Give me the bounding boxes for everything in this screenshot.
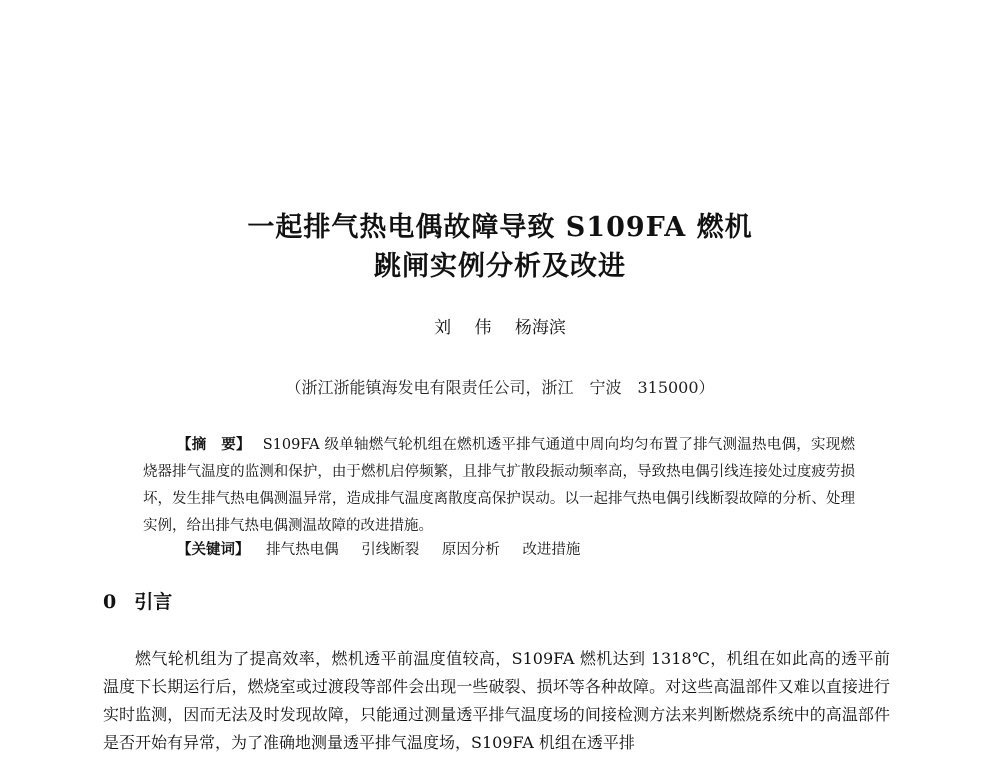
abstract-label: 【摘 要】 bbox=[177, 436, 251, 453]
author-affiliation: （浙江浙能镇海发电有限责任公司，浙江 宁波 315000） bbox=[285, 378, 715, 397]
paper-title-line-2: 跳闸实例分析及改进 bbox=[374, 251, 626, 282]
keywords-label: 【关键词】 bbox=[177, 541, 250, 558]
abstract-block bbox=[143, 431, 855, 540]
keyword-item: 改进措施 bbox=[522, 542, 581, 558]
abstract-text: S109FA 级单轴燃气轮机组在燃机透平排气通道中周向均匀布置了排气测温热电偶，实现燃烧器排气温度的监测和保护，由于燃机启停频繁，且排气扩散段振动频率高，导致热电偶引线连接处过度疲劳损坏，发生排气热电偶测温异常，造成排气温度离散度高保护误动。以一起排气热电偶引线断裂故障的分析、处理实例，给出排气热电偶测温故障的改进措施。 bbox=[143, 437, 856, 534]
section-heading bbox=[103, 589, 172, 615]
keywords-block bbox=[177, 538, 877, 562]
author-name: 刘 伟 bbox=[434, 318, 492, 338]
keyword-item: 引线断裂 bbox=[361, 542, 420, 558]
section-number: 0 bbox=[103, 591, 117, 613]
paper-title-line-1: 一起排气热电偶故障导致 S109FA 燃机 bbox=[247, 212, 753, 243]
section-title: 引言 bbox=[134, 591, 173, 613]
body-paragraph: 燃气轮机组为了提高效率，燃机透平前温度值较高，S109FA 燃机达到 1318℃，机组在如此高的透平前温度下长期运行后，燃烧室或过渡段等部件会出现一些破裂、损坏等各种故障。对这些高温部件又难以直接进行实时监测，因而无法及时发现故障，只能通过测量透平排气温度场的间接检测方法来判断燃烧系统中的高温部件是否开始有异常，为了准确地测量透平排气温度场，S109FA 机组在透平排 bbox=[103, 649, 890, 752]
author-name: 杨海滨 bbox=[514, 318, 566, 338]
keyword-item: 排气热电偶 bbox=[266, 542, 339, 558]
keyword-item: 原因分析 bbox=[441, 542, 500, 558]
author-list bbox=[0, 316, 1000, 340]
